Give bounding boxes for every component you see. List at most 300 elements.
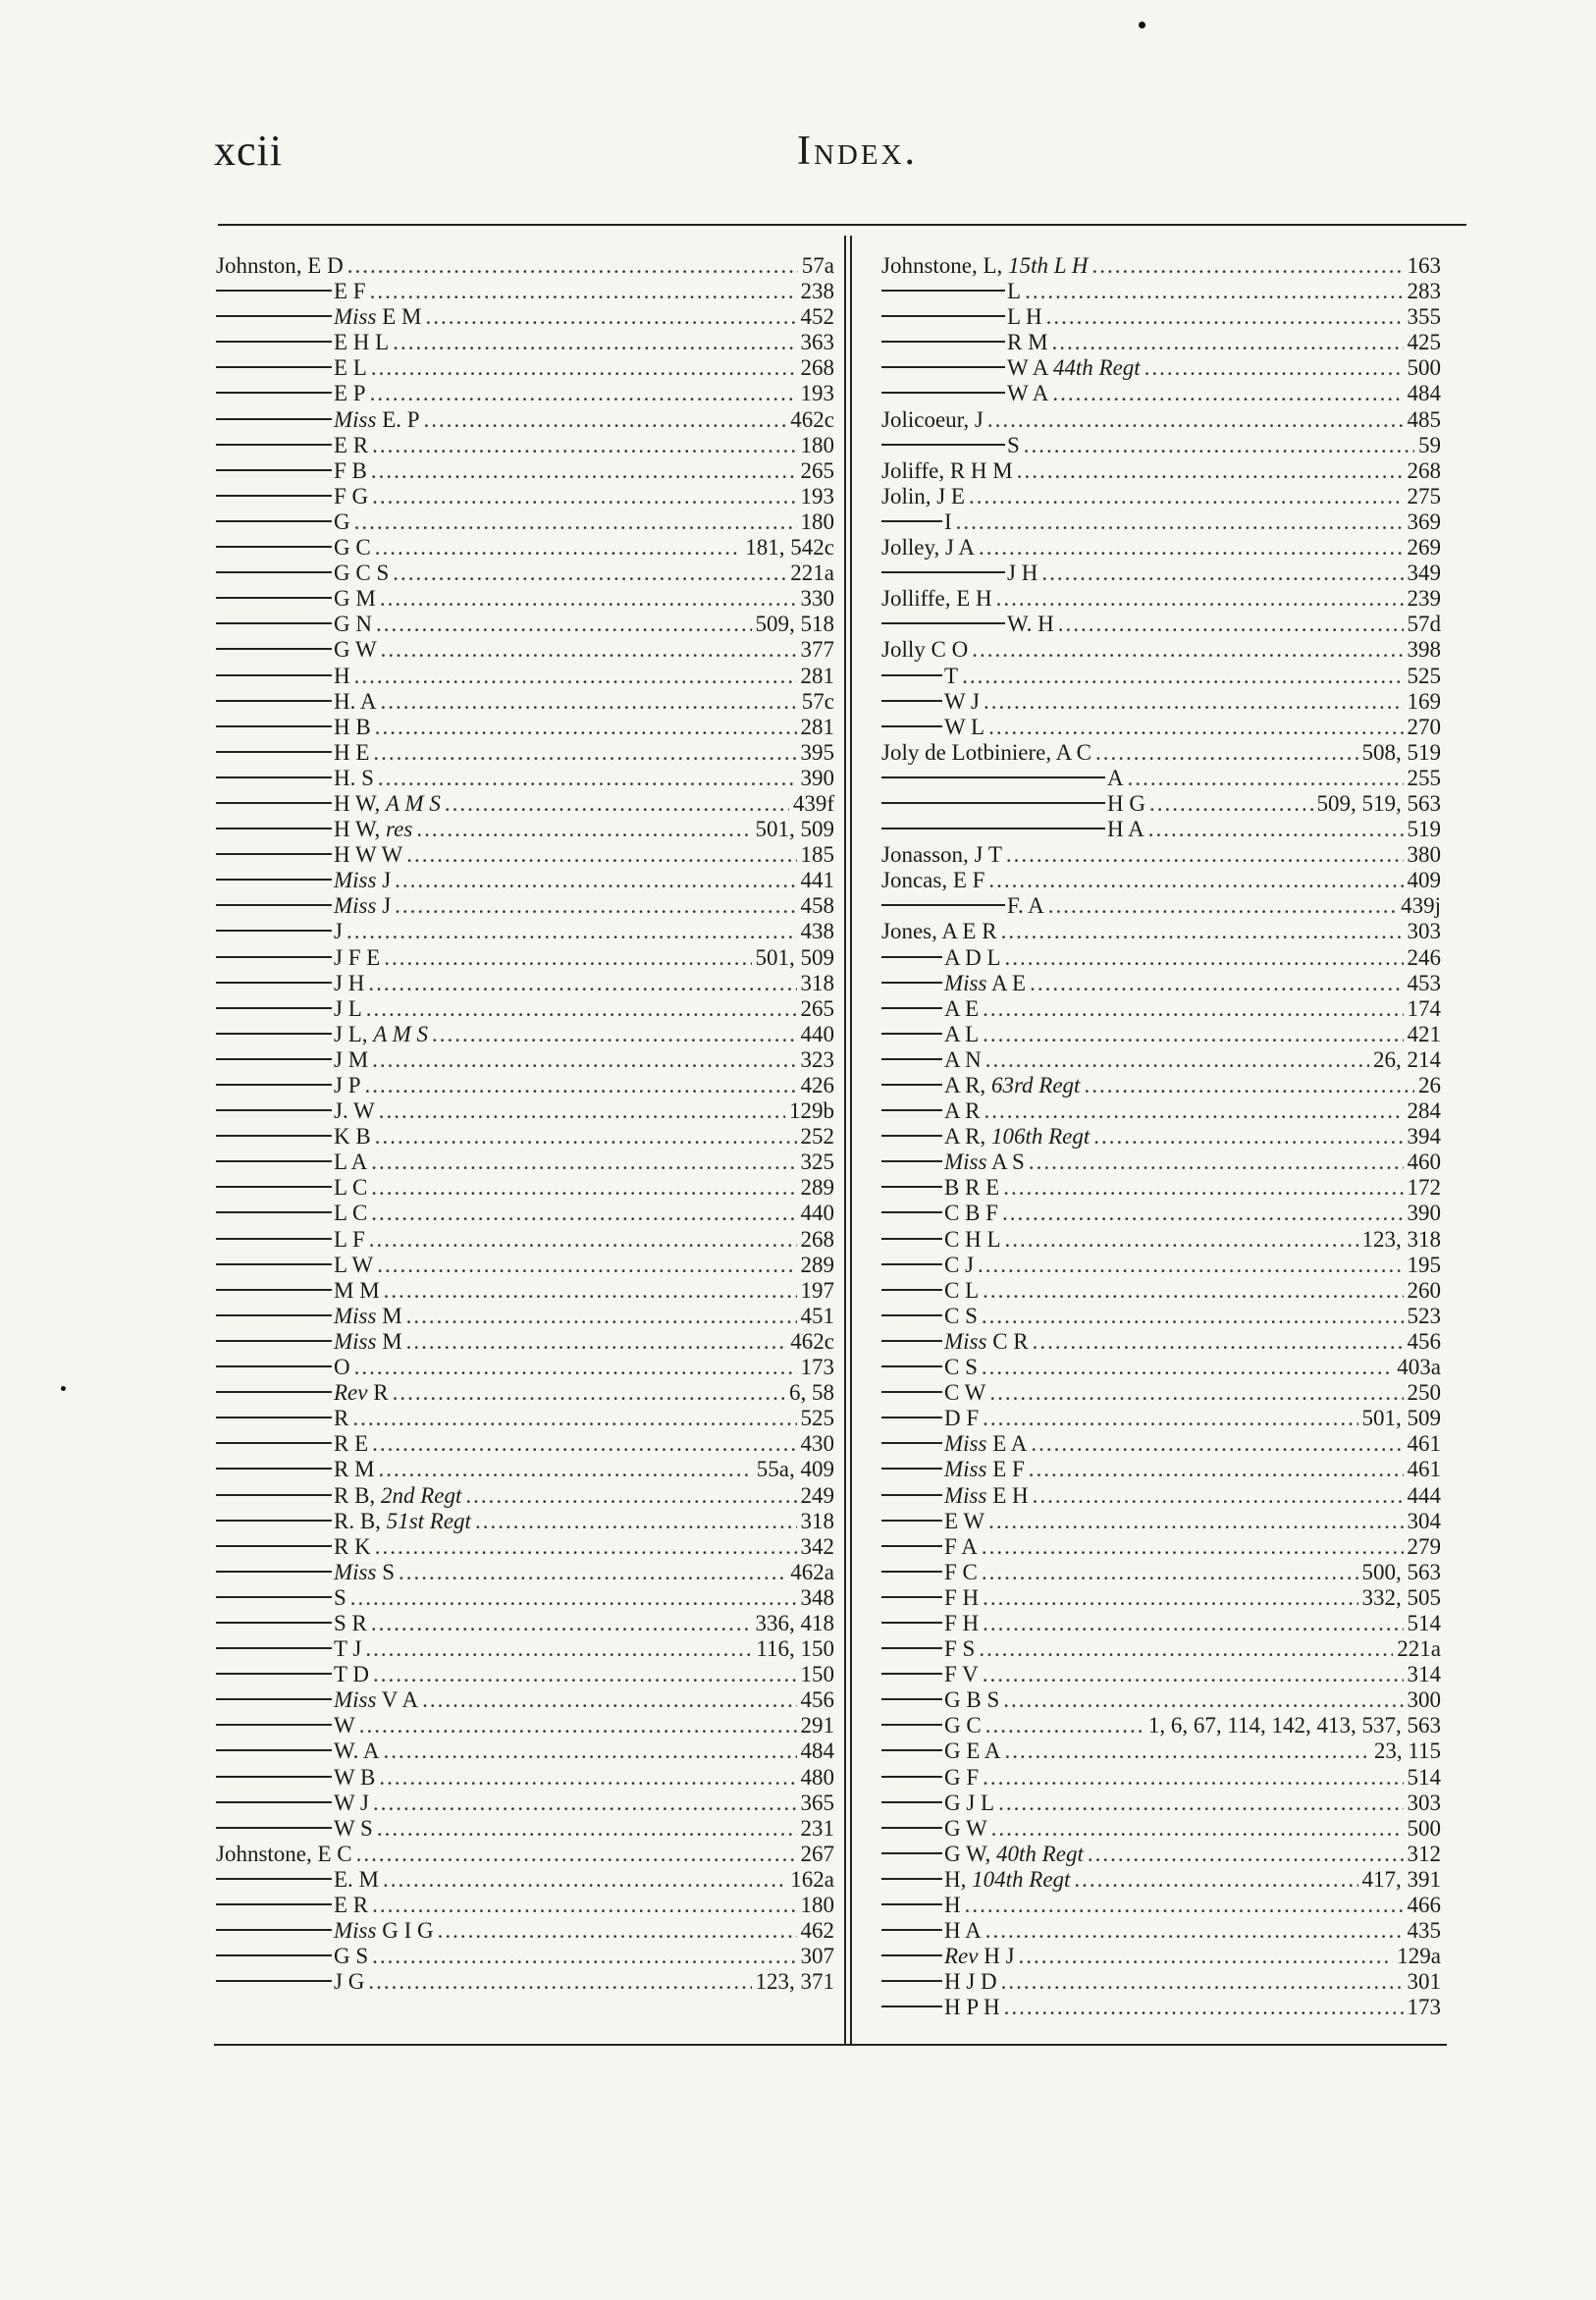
entry-name: G C S — [334, 561, 390, 586]
page-number: xcii — [214, 127, 283, 175]
index-entry — [216, 1560, 834, 1585]
entry-pages: 462c — [790, 406, 834, 432]
entry-name: R M — [334, 1457, 375, 1482]
entry-name: G E A — [944, 1738, 1001, 1764]
entry-name: B R E — [944, 1175, 1000, 1201]
dot-leader — [1041, 561, 1403, 586]
dot-leader — [379, 1457, 753, 1482]
entry-name: I — [944, 508, 952, 534]
entry-name: J L, A M S — [334, 1021, 429, 1046]
index-entry — [216, 1329, 834, 1355]
ditto-dash — [881, 828, 1105, 829]
dot-leader — [982, 1355, 1393, 1380]
entry-name: R. B, 51st Regt — [334, 1508, 471, 1533]
entry-name: W. A — [334, 1738, 380, 1764]
index-entry — [216, 1791, 834, 1816]
entry-name: E R — [334, 432, 369, 457]
dot-leader — [377, 1253, 796, 1278]
entry-pages: 456 — [800, 1687, 834, 1713]
dot-leader — [956, 509, 1404, 535]
ditto-dash — [881, 1263, 942, 1265]
dot-leader — [376, 612, 752, 637]
dot-leader — [379, 1098, 785, 1124]
ditto-dash — [881, 1058, 942, 1060]
entry-name: Miss J — [334, 868, 392, 893]
entry-pages: 304 — [1407, 1508, 1441, 1533]
entry-name: E. M — [334, 1866, 379, 1892]
entry-name: A R, 106th Regt — [944, 1124, 1091, 1150]
entry-pages: 281 — [800, 663, 834, 688]
entry-pages: 180 — [800, 1893, 834, 1917]
dot-leader — [998, 1791, 1403, 1816]
dot-leader — [979, 535, 1404, 561]
entry-name: E H L — [334, 330, 390, 355]
entry-name: J H — [334, 970, 365, 995]
dot-leader — [371, 1175, 796, 1201]
entry-pages: 394 — [1407, 1124, 1441, 1150]
entry-pages: 314 — [1407, 1662, 1441, 1687]
index-entry — [881, 1585, 1441, 1611]
ditto-dash — [216, 1211, 332, 1213]
entry-name: H B — [334, 714, 371, 739]
entry-name: Miss A E — [944, 970, 1027, 995]
entry-pages: 265 — [800, 995, 834, 1021]
index-entry — [881, 381, 1441, 406]
entry-pages: 458 — [800, 893, 834, 919]
ditto-dash — [881, 982, 942, 984]
index-entry — [881, 1022, 1441, 1047]
index-entry — [881, 561, 1441, 586]
index-entry — [881, 1611, 1441, 1636]
entry-name: G W, 40th Regt — [944, 1841, 1084, 1866]
entry-name: M M — [334, 1277, 380, 1303]
entry-pages: 270 — [1407, 714, 1441, 739]
entry-name: H E — [334, 739, 370, 765]
dot-leader — [983, 1022, 1403, 1047]
entry-pages: 462c — [790, 1328, 834, 1354]
ditto-dash — [216, 1365, 332, 1367]
entry-name: E L — [334, 355, 367, 381]
ditto-dash — [881, 1954, 942, 1956]
entry-pages: 252 — [800, 1124, 834, 1150]
index-entry — [881, 1816, 1441, 1842]
index-entry — [216, 740, 834, 766]
ditto-dash — [216, 1698, 332, 1700]
entry-pages: 268 — [800, 1226, 834, 1252]
ditto-dash — [881, 1571, 942, 1573]
entry-pages: 174 — [1407, 995, 1441, 1021]
ditto-dash — [216, 1954, 332, 1956]
entry-pages: 268 — [1407, 457, 1441, 483]
entry-pages: 260 — [1407, 1277, 1441, 1303]
entry-name: F H — [944, 1584, 980, 1610]
ditto-dash — [881, 1801, 942, 1803]
dot-leader — [988, 715, 1403, 740]
ditto-dash — [216, 1673, 332, 1675]
entry-name: G B S — [944, 1687, 1000, 1713]
entry-pages: 330 — [800, 586, 834, 612]
index-entry — [216, 484, 834, 509]
index-entry — [216, 1816, 834, 1842]
dot-leader — [372, 1893, 796, 1918]
dot-leader — [1029, 1150, 1404, 1175]
ditto-dash — [216, 622, 332, 624]
dot-leader — [1058, 612, 1404, 637]
dot-leader — [1017, 458, 1404, 484]
entry-pages: 441 — [800, 868, 834, 893]
index-entry — [216, 1380, 834, 1406]
index-entry — [216, 1636, 834, 1662]
entry-pages: 425 — [1407, 330, 1441, 355]
dot-leader — [359, 1713, 797, 1738]
index-column-right — [881, 253, 1441, 2020]
entry-pages: 390 — [800, 765, 834, 790]
entry-name: S — [1007, 432, 1020, 457]
dot-leader — [1033, 1483, 1404, 1509]
entry-name: G C — [334, 535, 371, 561]
dot-leader — [983, 1765, 1403, 1791]
index-entry — [216, 1969, 834, 1995]
index-entry — [881, 355, 1441, 381]
index-entry — [216, 535, 834, 561]
dot-leader — [1001, 1969, 1404, 1995]
entry-name: H. S — [334, 765, 374, 790]
entry-name: Miss S — [334, 1559, 395, 1584]
entry-name: Jolley, J A — [881, 535, 975, 561]
index-entry — [881, 586, 1441, 612]
entry-pages: 185 — [800, 842, 834, 868]
dot-leader — [368, 971, 796, 996]
entry-name: Joncas, E F — [881, 868, 985, 893]
ditto-dash — [216, 1903, 332, 1905]
entry-name: C J — [944, 1252, 975, 1277]
entry-pages: 444 — [1407, 1482, 1441, 1508]
entry-pages: 430 — [800, 1431, 834, 1457]
entry-name: E R — [334, 1893, 369, 1917]
ditto-dash — [881, 1647, 942, 1649]
index-entry — [881, 842, 1441, 868]
entry-pages: 265 — [800, 457, 834, 483]
entry-name: Miss E H — [944, 1482, 1029, 1508]
dot-leader — [372, 1047, 796, 1073]
entry-name: F G — [334, 483, 369, 508]
dot-leader — [1084, 1073, 1414, 1098]
entry-pages: 181, 542c — [745, 535, 834, 561]
dot-leader — [368, 1969, 751, 1995]
entry-name: D F — [944, 1406, 980, 1431]
ditto-dash — [881, 1084, 942, 1086]
ditto-dash — [881, 444, 1005, 446]
ditto-dash — [216, 1776, 332, 1778]
dot-leader — [1048, 893, 1397, 919]
ditto-dash — [881, 776, 1105, 778]
index-entry — [881, 1560, 1441, 1585]
entry-name: F V — [944, 1662, 979, 1687]
entry-name: W A — [1007, 381, 1049, 406]
entry-pages: 462 — [800, 1918, 834, 1944]
dot-leader — [1052, 330, 1404, 355]
entry-name: R M — [1007, 330, 1048, 355]
entry-name: W. H — [1007, 612, 1054, 637]
entry-name: Miss V A — [334, 1687, 419, 1713]
entry-pages: 395 — [800, 739, 834, 765]
entry-pages: 523 — [1407, 1303, 1441, 1328]
index-entry — [881, 1738, 1441, 1764]
entry-name: Jolliffe, E H — [881, 586, 992, 612]
index-entry — [881, 766, 1441, 791]
dot-leader — [984, 1098, 1403, 1124]
dot-leader — [985, 1918, 1404, 1944]
ditto-dash — [216, 1980, 332, 1982]
ditto-dash — [881, 1442, 942, 1444]
ditto-dash — [216, 1391, 332, 1393]
dot-leader — [475, 1509, 797, 1534]
entry-pages: 6, 58 — [789, 1380, 834, 1406]
entry-name: T D — [334, 1662, 369, 1687]
ditto-dash — [881, 392, 1005, 394]
index-entry — [881, 715, 1441, 740]
dot-leader — [381, 637, 797, 663]
ditto-dash — [881, 1186, 942, 1188]
entry-pages: 301 — [1407, 1969, 1441, 1995]
dot-leader — [962, 664, 1403, 689]
dot-leader — [982, 1304, 1404, 1329]
dot-leader — [354, 509, 797, 535]
ditto-dash — [881, 1007, 942, 1009]
entry-name: A E — [944, 995, 980, 1021]
dot-leader — [365, 1636, 752, 1662]
ink-speck — [61, 1386, 66, 1391]
entry-name: W A 44th Regt — [1007, 355, 1141, 381]
ditto-dash — [216, 1289, 332, 1291]
ditto-dash — [881, 622, 1005, 624]
entry-pages: 267 — [800, 1841, 834, 1866]
entry-pages: 150 — [800, 1662, 834, 1687]
index-entry — [881, 945, 1441, 971]
dot-leader — [375, 1534, 797, 1560]
entry-pages: 283 — [1407, 279, 1441, 304]
index-entry — [216, 919, 834, 944]
dot-leader — [983, 1585, 1357, 1611]
index-entry — [216, 1175, 834, 1201]
entry-pages: 289 — [800, 1175, 834, 1201]
index-entry — [216, 945, 834, 971]
entry-pages: 307 — [800, 1944, 834, 1969]
dot-leader — [372, 1431, 796, 1457]
entry-pages: 275 — [1407, 483, 1441, 508]
entry-pages: 323 — [800, 1046, 834, 1072]
entry-pages: 26, 214 — [1373, 1046, 1441, 1072]
entry-pages: 57d — [1407, 612, 1441, 637]
dot-leader — [371, 1150, 796, 1175]
index-entry — [216, 791, 834, 817]
entry-name: G — [334, 508, 350, 534]
ditto-dash — [881, 674, 942, 676]
entry-name: G S — [334, 1944, 369, 1969]
ditto-dash — [881, 1724, 942, 1726]
dot-leader — [972, 637, 1403, 663]
index-entry — [881, 1918, 1441, 1944]
index-entry — [881, 433, 1441, 458]
index-entry — [881, 1534, 1441, 1560]
entry-name: T — [944, 663, 959, 688]
dot-leader — [373, 1791, 797, 1816]
dot-leader — [1128, 766, 1404, 791]
entry-pages: 123, 318 — [1361, 1226, 1441, 1252]
ditto-dash — [216, 1058, 332, 1060]
index-entry — [216, 1713, 834, 1738]
index-entry — [216, 1662, 834, 1687]
index-entry — [216, 1765, 834, 1791]
index-entry — [881, 664, 1441, 689]
entry-pages: 452 — [800, 304, 834, 330]
dot-leader — [985, 1713, 1144, 1738]
entry-name: E F — [334, 279, 366, 304]
dot-leader — [983, 1278, 1403, 1304]
entry-pages: 519 — [1407, 817, 1441, 842]
ditto-dash — [216, 776, 332, 778]
entry-pages: 289 — [800, 1252, 834, 1277]
entry-pages: 369 — [1407, 508, 1441, 534]
ditto-dash — [216, 1596, 332, 1598]
ditto-dash — [881, 725, 942, 727]
entry-name: Miss J — [334, 893, 392, 919]
index-entry — [881, 1483, 1441, 1509]
dot-leader — [438, 1918, 797, 1944]
entry-name: Rev H J — [944, 1944, 1015, 1969]
ditto-dash — [881, 2006, 942, 2007]
entry-name: A N — [944, 1046, 982, 1072]
index-entry — [881, 612, 1441, 637]
ditto-dash — [881, 904, 1005, 906]
ditto-dash — [881, 1391, 942, 1393]
entry-name: T J — [334, 1636, 362, 1662]
index-entry — [216, 1278, 834, 1304]
entry-name: A R, 63rd Regt — [944, 1073, 1081, 1097]
index-entry — [216, 304, 834, 330]
index-entry — [216, 664, 834, 689]
index-entry — [881, 1201, 1441, 1226]
entry-pages: 231 — [800, 1815, 834, 1841]
entry-pages: 460 — [1407, 1150, 1441, 1175]
dot-leader — [372, 484, 796, 509]
entry-name: W B — [334, 1764, 376, 1790]
index-entry — [216, 407, 834, 433]
dot-leader — [996, 586, 1404, 612]
entry-name: H A — [1107, 817, 1144, 842]
entry-name: R B, 2nd Regt — [334, 1482, 462, 1508]
entry-name: R K — [334, 1533, 371, 1559]
entry-name: J L — [334, 995, 362, 1021]
dot-leader — [383, 1738, 796, 1764]
entry-pages: 23, 115 — [1373, 1738, 1441, 1764]
dot-leader — [354, 1355, 797, 1380]
index-entry — [881, 1457, 1441, 1482]
entry-pages: 377 — [800, 637, 834, 663]
ditto-dash — [216, 1263, 332, 1265]
ditto-dash — [216, 904, 332, 906]
dot-leader — [370, 381, 797, 406]
ditto-dash — [881, 1929, 942, 1931]
entry-name: L W — [334, 1252, 374, 1277]
index-entry — [216, 1687, 834, 1713]
dot-leader — [369, 1227, 797, 1253]
index-entry — [881, 1380, 1441, 1406]
entry-pages: 180 — [800, 508, 834, 534]
ditto-dash — [216, 1314, 332, 1316]
dot-leader — [380, 586, 797, 612]
entry-name: H W, A M S — [334, 790, 441, 816]
entry-pages: 169 — [1407, 688, 1441, 714]
entry-pages: 193 — [800, 381, 834, 406]
index-entry — [881, 1662, 1441, 1687]
entry-name: H J D — [944, 1969, 997, 1995]
entry-pages: 336, 418 — [755, 1610, 834, 1635]
entry-pages: 318 — [800, 1508, 834, 1533]
index-entry — [216, 355, 834, 381]
entry-name: E W — [944, 1508, 985, 1533]
dot-leader — [406, 1329, 787, 1355]
index-entry — [881, 1098, 1441, 1124]
entry-name: G F — [944, 1764, 980, 1790]
dot-leader — [1005, 1227, 1358, 1253]
entry-pages: 129b — [789, 1098, 834, 1124]
dot-leader — [395, 893, 796, 919]
ditto-dash — [216, 1084, 332, 1086]
entry-name: H W W — [334, 842, 403, 868]
entry-name: G C — [944, 1713, 982, 1738]
entry-pages: 501, 509 — [755, 817, 834, 842]
dot-leader — [983, 1406, 1357, 1431]
dot-leader — [1031, 1431, 1403, 1457]
entry-name: C L — [944, 1277, 980, 1303]
ditto-dash — [881, 1749, 942, 1751]
dot-leader — [1001, 919, 1404, 944]
entry-pages: 438 — [800, 919, 834, 944]
index-entry — [216, 509, 834, 535]
entry-pages: 281 — [800, 714, 834, 739]
dot-leader — [983, 1611, 1403, 1636]
entry-pages: 509, 518 — [755, 612, 834, 637]
entry-pages: 26 — [1418, 1073, 1441, 1097]
ditto-dash — [216, 1724, 332, 1726]
entry-name: Jolicoeur, J — [881, 406, 984, 432]
dot-leader — [375, 1124, 797, 1150]
dot-leader — [969, 484, 1404, 509]
entry-name: L H — [1007, 304, 1042, 330]
index-entry — [881, 279, 1441, 304]
index-entry — [881, 1150, 1441, 1175]
index-entry — [216, 1047, 834, 1073]
dot-leader — [1093, 1124, 1403, 1150]
index-entry — [881, 484, 1441, 509]
entry-pages: 163 — [1407, 253, 1441, 278]
index-entry — [216, 1893, 834, 1918]
ditto-dash — [881, 1314, 942, 1316]
index-entry — [881, 509, 1441, 535]
index-entry — [881, 1995, 1441, 2020]
index-entry — [216, 1098, 834, 1124]
index-entry — [216, 1918, 834, 1944]
dot-leader — [1033, 1329, 1404, 1355]
entry-name: Miss A S — [944, 1150, 1025, 1175]
ditto-dash — [881, 571, 1005, 573]
index-entry — [216, 1022, 834, 1047]
ditto-dash — [881, 1211, 942, 1213]
ditto-dash — [216, 1238, 332, 1240]
entry-pages: 332, 505 — [1361, 1584, 1441, 1610]
ditto-dash — [216, 1135, 332, 1137]
